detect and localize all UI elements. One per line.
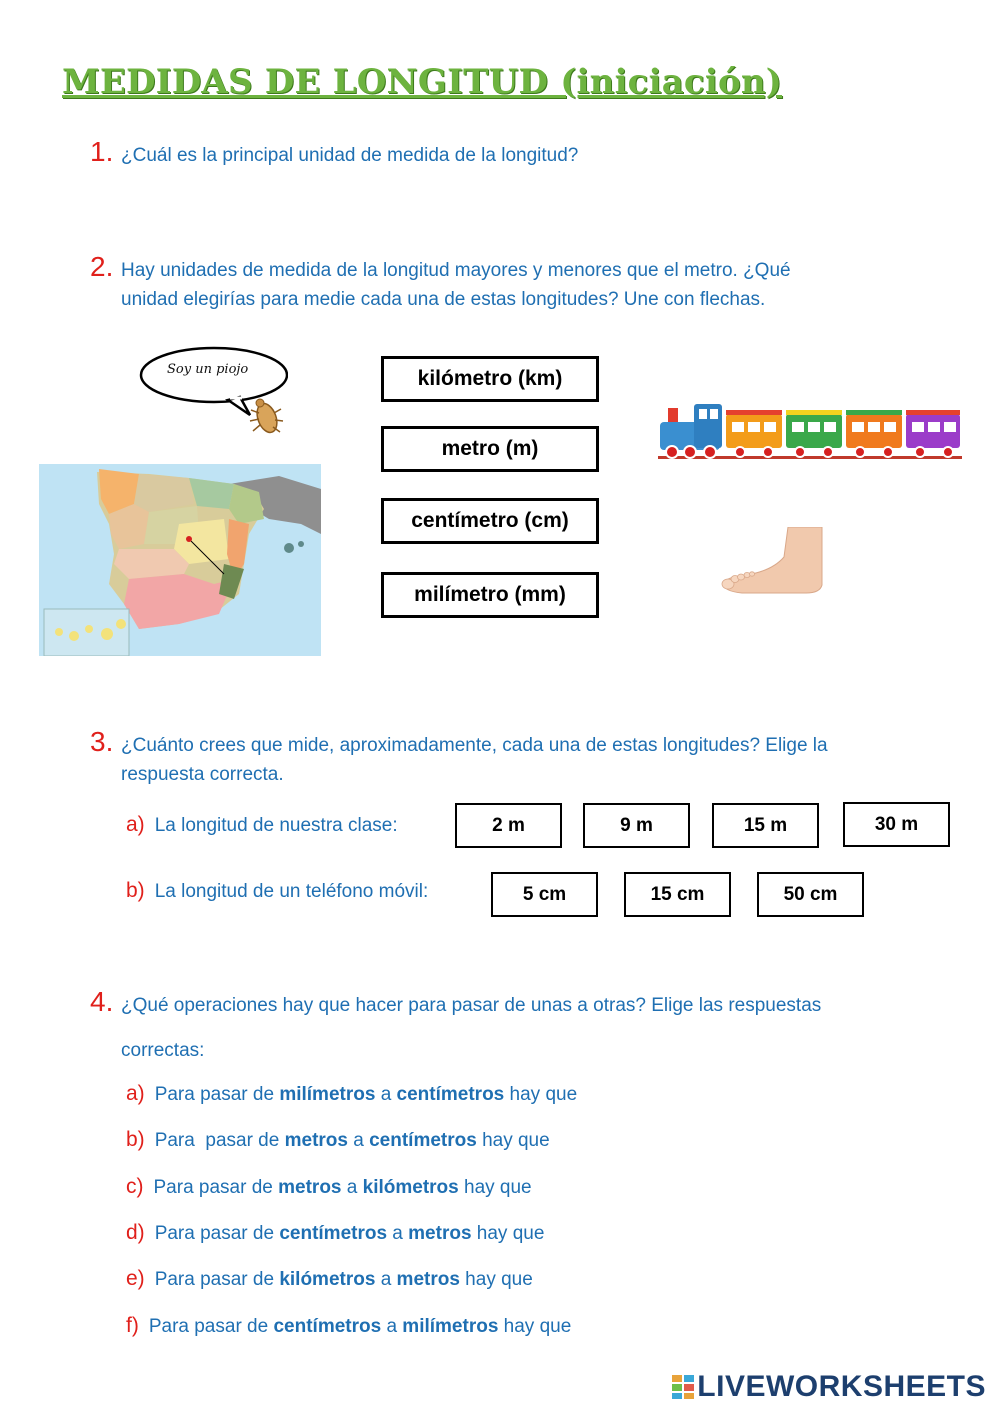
question-4f-post: hay que [498,1316,572,1337]
question-4c-post: hay que [458,1177,532,1198]
question-4f-to: milímetros [402,1316,499,1337]
spain-map-image [39,464,321,656]
question-4-line-2: correctas: [121,1040,205,1061]
question-3a-text: La longitud de nuestra clase: [154,815,398,836]
question-4e-post: hay que [459,1269,533,1290]
question-4a-from: milímetros [279,1084,376,1105]
question-3-line-1: ¿Cuánto crees que mide, aproximadamente, cada una de estas longitudes? Elige la [121,735,828,756]
question-4a-pre: Para pasar de [154,1084,280,1105]
question-4f-from: centímetros [273,1316,382,1337]
unit-box-centimetro[interactable]: centímetro (cm) [381,498,599,544]
question-2-line-1: Hay unidades de medida de la longitud mayores y menores que el metro. ¿Qué [121,260,791,281]
question-4f [126,1314,571,1338]
liveworksheets-logo [672,1370,986,1404]
option-3a-4[interactable]: 30 m [843,802,950,847]
question-2-number: 2. [90,251,114,282]
question-4e [126,1267,533,1291]
question-3a [126,813,398,837]
question-4c-pre: Para pasar de [153,1177,279,1198]
question-4f-letter: f) [126,1314,139,1337]
question-3b-letter: b) [126,879,145,902]
louse-icon [245,393,285,438]
question-4e-mid: a [375,1269,397,1290]
question-4-line-1: ¿Qué operaciones hay que hacer para pasar de unas a otras? Elige las respuestas [121,995,822,1016]
question-4c-to: kilómetros [362,1177,459,1198]
question-4b-from: metros [284,1130,348,1151]
question-4f-mid: a [381,1316,403,1337]
question-4d [126,1221,544,1245]
option-3b-1[interactable]: 5 cm [491,872,598,917]
question-4d-from: centímetros [279,1223,388,1244]
question-4b-letter: b) [126,1128,145,1151]
question-3a-letter: a) [126,813,145,836]
question-4a-mid: a [375,1084,397,1105]
question-4d-post: hay que [471,1223,545,1244]
question-1-number: 1. [90,136,114,167]
question-4-text [121,991,821,1065]
question-4a-to: centímetros [396,1084,505,1105]
question-3b-text: La longitud de un teléfono móvil: [154,881,429,902]
question-1-text: ¿Cuál es la principal unidad de medida de la longitud? [121,145,579,166]
question-3-text [121,731,828,789]
option-3a-1[interactable]: 2 m [455,803,562,848]
question-4b [126,1128,550,1152]
question-4a-letter: a) [126,1082,145,1105]
question-4b-pre: Para pasar de [154,1130,285,1151]
question-4e-pre: Para pasar de [154,1269,280,1290]
question-4f-pre: Para pasar de [148,1316,274,1337]
liveworksheets-logo-text: LIVEWORKSHEETS [697,1370,986,1403]
question-4a [126,1082,577,1106]
question-4a-post: hay que [504,1084,578,1105]
question-4d-letter: d) [126,1221,145,1244]
page-title: MEDIDAS DE LONGITUD (iniciación) [62,62,783,102]
question-4e-from: kilómetros [279,1269,376,1290]
question-4c-mid: a [341,1177,363,1198]
option-3a-3[interactable]: 15 m [712,803,819,848]
liveworksheets-logo-icon [672,1375,694,1399]
question-4b-post: hay que [476,1130,550,1151]
option-3b-2[interactable]: 15 cm [624,872,731,917]
question-2-text [121,256,791,314]
unit-box-metro[interactable]: metro (m) [381,426,599,472]
question-4e-letter: e) [126,1267,145,1290]
option-3a-2[interactable]: 9 m [583,803,690,848]
question-3b [126,879,428,903]
question-4-number: 4. [90,986,114,1017]
train-image [658,400,962,464]
question-4c-letter: c) [126,1175,144,1198]
question-4d-mid: a [387,1223,409,1244]
question-4c [126,1175,532,1199]
foot-image [720,527,824,597]
question-4b-mid: a [347,1130,370,1151]
option-3b-3[interactable]: 50 cm [757,872,864,917]
unit-box-milimetro[interactable]: milímetro (mm) [381,572,599,618]
unit-box-kilometro[interactable]: kilómetro (km) [381,356,599,402]
question-3-number: 3. [90,726,114,757]
question-4e-to: metros [396,1269,460,1290]
question-4d-to: metros [408,1223,472,1244]
question-2-line-2: unidad elegirías para medie cada una de estas longitudes? Une con flechas. [121,289,766,310]
question-4d-pre: Para pasar de [154,1223,280,1244]
speech-bubble-text: Soy un piojo [167,362,249,377]
question-4b-to: centímetros [369,1130,477,1151]
question-3-line-2: respuesta correcta. [121,764,284,785]
question-4c-from: metros [278,1177,342,1198]
